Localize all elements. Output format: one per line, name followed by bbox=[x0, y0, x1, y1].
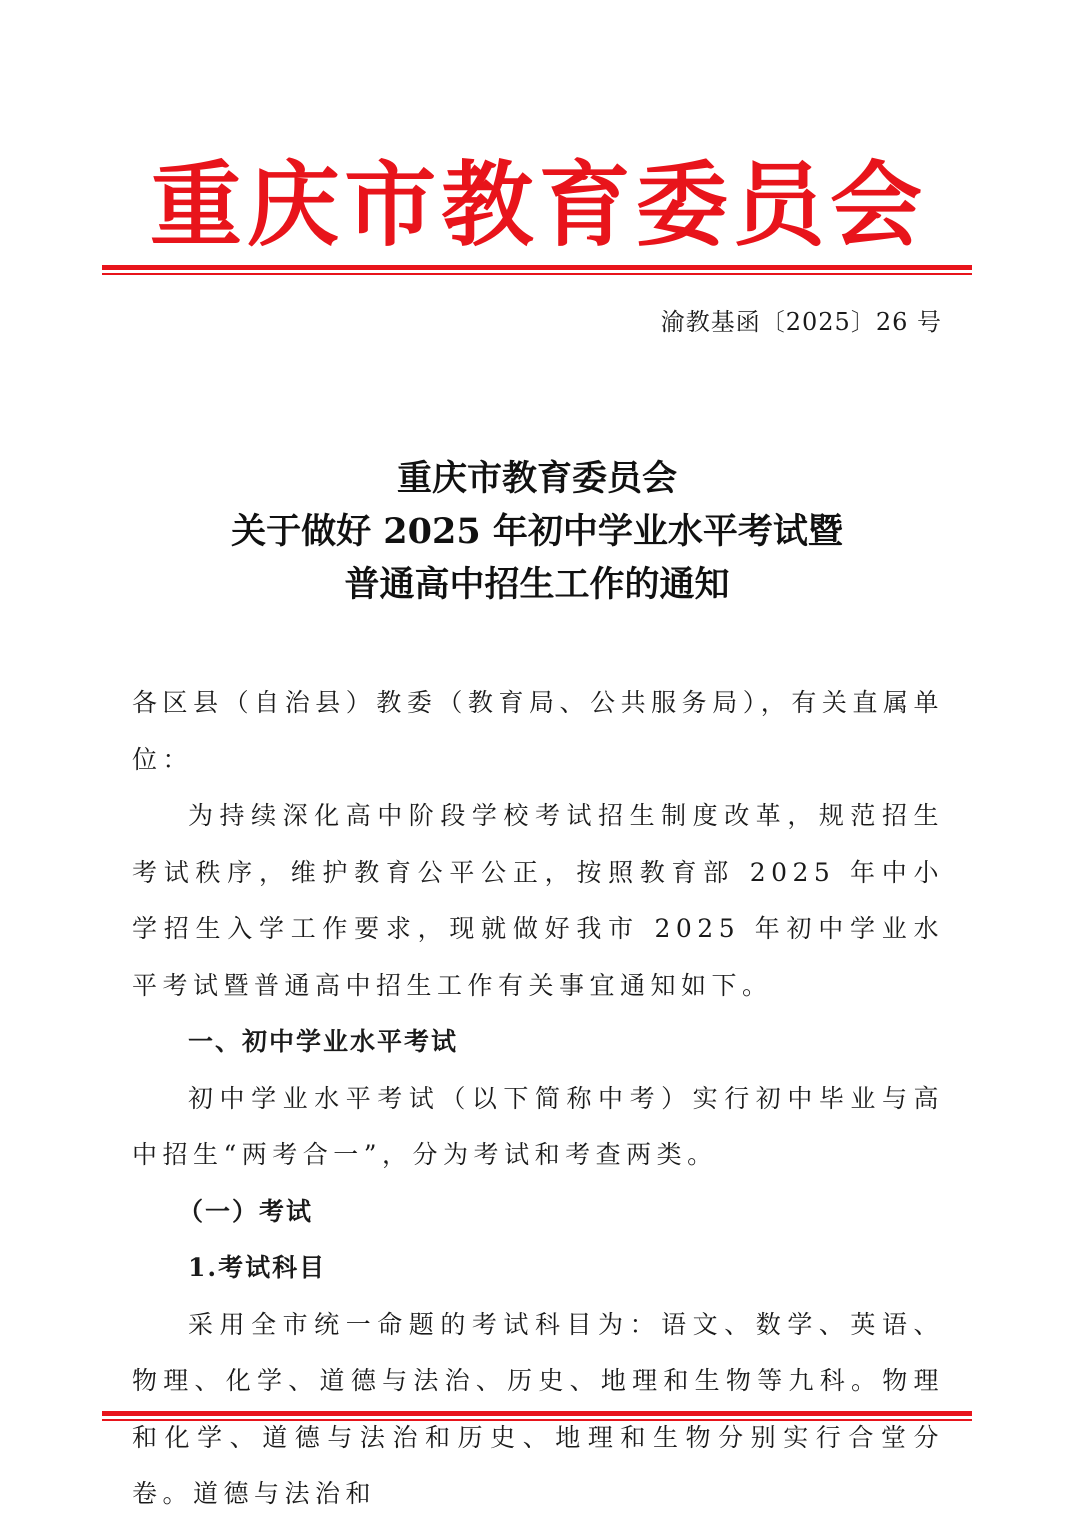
title-line: 关于做好 2025 年初中学业水平考试暨 bbox=[231, 511, 843, 552]
addressee: 各区县（自治县）教委（教育局、公共服务局），有关直属单位： bbox=[132, 688, 944, 774]
section-heading: 一、初中学业水平考试 bbox=[188, 1027, 459, 1056]
header-red-line-thick bbox=[102, 265, 972, 270]
subsection-heading: （一）考试 bbox=[178, 1196, 314, 1226]
masthead-char: 育 bbox=[538, 151, 631, 259]
masthead-char: 重 bbox=[150, 151, 243, 259]
footer-red-line-thick bbox=[102, 1411, 972, 1416]
title-line: 普通高中招生工作的通知 bbox=[344, 564, 730, 605]
document-body bbox=[132, 675, 944, 1523]
item-heading: 1.考试科目 bbox=[188, 1253, 327, 1282]
document-number: 渝教基函〔2025〕26 号 bbox=[660, 308, 942, 336]
footer-red-line-thin bbox=[102, 1419, 972, 1421]
section-paragraph: 初中学业水平考试（以下简称中考）实行初中毕业与高中招生“两考合一”，分为考试和考查两类。 bbox=[132, 1083, 944, 1169]
title-line: 重庆市教育委员会 bbox=[396, 458, 677, 499]
masthead-char: 会 bbox=[829, 151, 922, 259]
masthead-char: 市 bbox=[344, 151, 437, 259]
document-title bbox=[100, 452, 974, 611]
masthead-char: 委 bbox=[635, 151, 728, 259]
masthead bbox=[100, 150, 974, 260]
masthead-char: 教 bbox=[441, 151, 534, 259]
masthead-char: 庆 bbox=[247, 151, 340, 259]
intro-paragraph: 为持续深化高中阶段学校考试招生制度改革，规范招生考试秩序，维护教育公平公正，按照教育部 2025 年中小学招生入学工作要求，现就做好我市 2025 年初中学业水平考试暨普通高中招生工作有关事宜通知如下。 bbox=[132, 801, 944, 1000]
header-red-line-thin bbox=[102, 273, 972, 275]
item-paragraph: 采用全市统一命题的考试科目为：语文、数学、英语、物理、化学、道德与法治、历史、地理和生物等九科。物理和化学、道德与法治和历史、地理和生物分别实行合堂分卷。道德与法治和 bbox=[132, 1309, 944, 1508]
masthead-char: 员 bbox=[732, 151, 825, 259]
